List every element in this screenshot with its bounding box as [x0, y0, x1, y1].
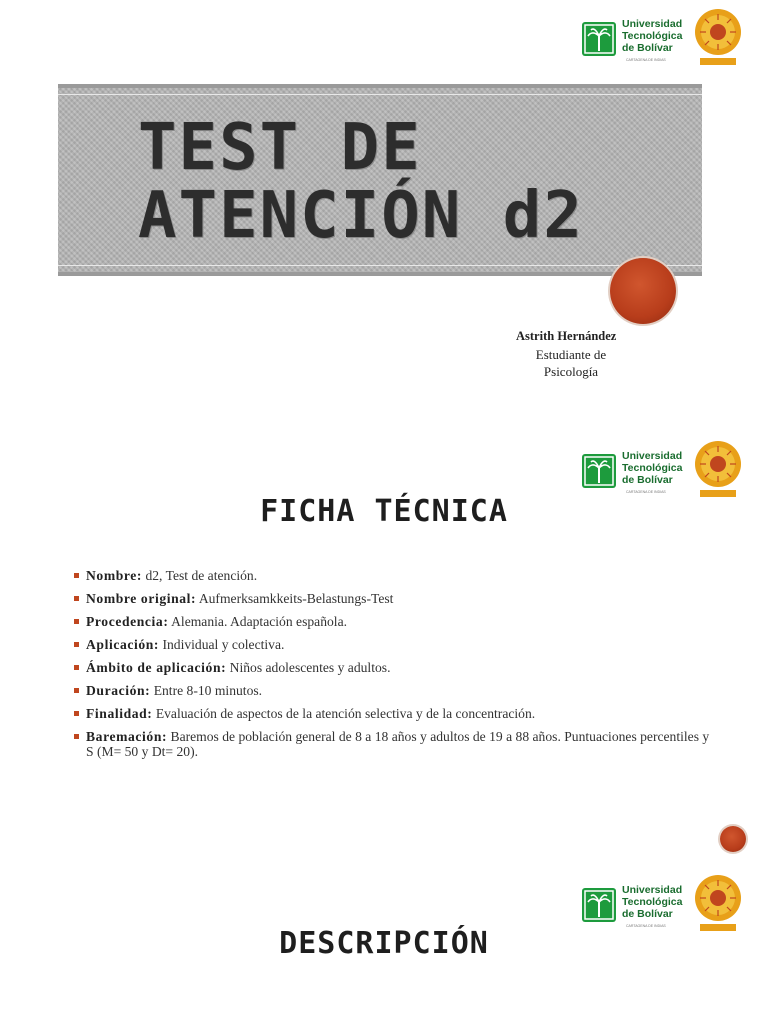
list-item: Duración: Entre 8-10 minutos.: [74, 683, 714, 698]
university-logo: [580, 8, 750, 78]
slide-description: [0, 870, 768, 1024]
author-name: Astrith Hernández: [516, 329, 617, 343]
university-location: CARTAGENA DE INDIAS: [626, 924, 666, 928]
slide-technical-sheet: [0, 410, 768, 870]
presentation-title: TEST DE ATENCIÓN d2: [138, 111, 584, 253]
list-item: Procedencia: Alemania. Adaptación española.: [74, 614, 714, 629]
university-name: Universidad Tecnológica de Bolívar: [622, 450, 683, 486]
slide-title: [0, 0, 768, 410]
palm-tree-icon: [582, 888, 616, 922]
technical-sheet-list: [74, 568, 714, 767]
accent-circle: [720, 826, 746, 852]
university-location: CARTAGENA DE INDIAS: [626, 490, 666, 494]
university-location: CARTAGENA DE INDIAS: [626, 58, 666, 62]
accreditation-seal-icon: [694, 874, 742, 934]
list-item: Baremación: Baremos de población general de 8 a 18 años y adultos de 19 a 88 años. Puntuaciones percentiles y S (M= 50 y Dt= 20).: [74, 729, 714, 759]
author-role: Estudiante de Psicología: [535, 347, 607, 379]
list-item: Nombre: d2, Test de atención.: [74, 568, 714, 583]
accent-circle: [610, 258, 676, 324]
list-item: Finalidad: Evaluación de aspectos de la atención selectiva y de la concentración.: [74, 706, 714, 721]
university-name: Universidad Tecnológica de Bolívar: [622, 18, 683, 54]
section-title: FICHA TÉCNICA: [260, 494, 508, 529]
palm-tree-icon: [582, 454, 616, 488]
university-name: Universidad Tecnológica de Bolívar: [622, 884, 683, 920]
list-item: Aplicación: Individual y colectiva.: [74, 637, 714, 652]
accreditation-seal-icon: [694, 440, 742, 500]
palm-tree-icon: [582, 22, 616, 56]
accreditation-seal-icon: [694, 8, 742, 68]
list-item: Ámbito de aplicación: Niños adolescentes y adultos.: [74, 660, 714, 675]
list-item: Nombre original: Aufmerksamkkeits-Belastungs-Test: [74, 591, 714, 606]
section-title: DESCRIPCIÓN: [279, 926, 489, 961]
